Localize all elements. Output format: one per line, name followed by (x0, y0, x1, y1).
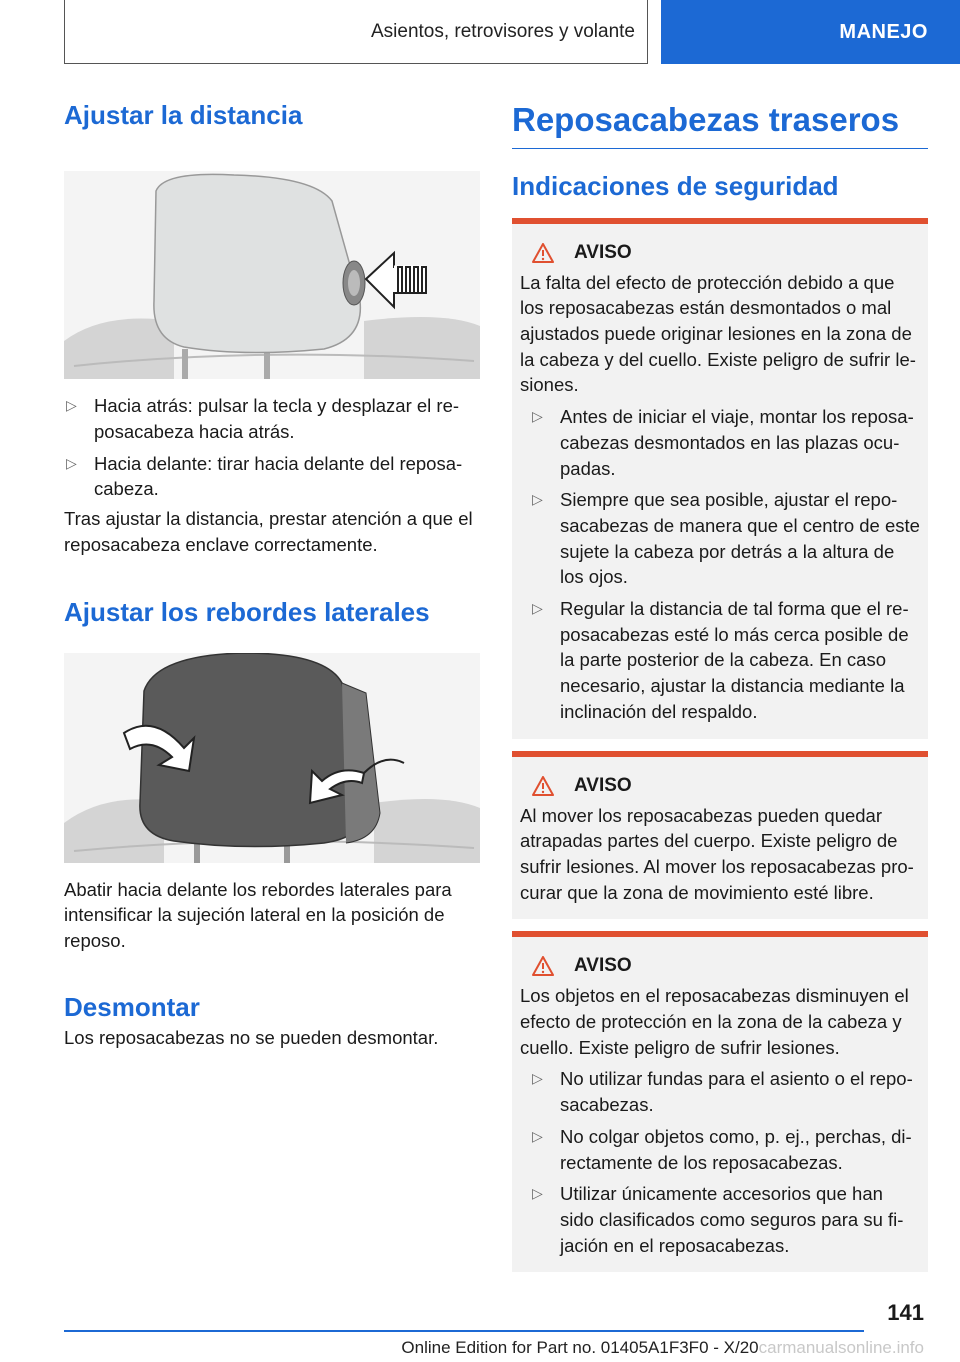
heading-rear-headrests: Reposacabezas traseros (512, 100, 928, 149)
warning-triangle-icon (532, 776, 554, 796)
warning-text: La falta del efecto de protección debido a que los reposacabezas están desmontados o mal ajustados puede originar lesiones en la zona de la cabeza y del cuello. Existe peligro de sufrir lesiones. (520, 271, 916, 396)
triangle-bullet-icon: ▷ (532, 1070, 543, 1087)
triangle-bullet-icon: ▷ (532, 1127, 543, 1144)
triangle-bullet-icon: ▷ (532, 491, 543, 508)
list-item: ▷ Regular la distancia de tal forma que el reposacabezas esté lo más cerca posible de la parte posterior de la cabeza. En caso necesario, ajustar la distancia mediante la inclinación del respaldo. (520, 596, 920, 725)
figure-headrest-sides (64, 653, 480, 863)
heading-remove: Desmontar (64, 991, 200, 1022)
heading-adjust-distance: Ajustar la distancia (64, 100, 303, 130)
warning-box (512, 751, 928, 920)
list-item: ▷ Hacia atrás: pulsar la tecla y desplazar el reposacabeza hacia atrás. (64, 393, 480, 444)
header-chapter-tab[interactable]: MANEJO (661, 0, 960, 64)
list-item: ▷ No utilizar fundas para el asiento o el reposacabezas. (520, 1066, 920, 1117)
list-item: ▷ Utilizar únicamente accesorios que han sido clasificados como seguros para su fijación en el reposacabezas. (520, 1181, 920, 1258)
warning-text: Al mover los reposacabezas pueden quedar atrapadas partes del cuerpo. Existe peligro de sufrir lesiones. Al mover los reposacabezas procurar que la zona de movimiento esté libre. (520, 804, 914, 903)
figure-headrest-distance (64, 171, 480, 379)
headrest-sides-illustration (64, 653, 480, 863)
triangle-bullet-icon: ▷ (66, 397, 77, 414)
page-number: 141 (887, 1300, 924, 1325)
triangle-bullet-icon: ▷ (66, 454, 77, 471)
warning-title: AVISO (574, 955, 632, 977)
warning-triangle-icon (532, 956, 554, 976)
edition-text: Online Edition for Part no. 01405A1F3F0 - X/20 (401, 1338, 759, 1357)
warning-triangle-icon (532, 243, 554, 263)
list-item: ▷ Antes de iniciar el viaje, montar los reposacabezas desmontados en las plazas ocupadas. (520, 404, 920, 481)
footer-edition (401, 1338, 924, 1358)
headrest-distance-illustration (64, 171, 480, 379)
warning-box (512, 218, 928, 739)
list-item: ▷ No colgar objetos como, p. ej., perchas, directamente de los reposacabezas. (520, 1124, 920, 1175)
sides-text: Abatir hacia delante los rebordes laterales para intensificar la sujeción lateral en la posición de reposo. (64, 878, 452, 951)
warning-title: AVISO (574, 241, 632, 263)
list-item: ▷ Hacia delante: tirar hacia delante del reposacabeza. (64, 451, 480, 502)
footer-divider (64, 1330, 864, 1332)
warning-box (512, 931, 928, 1272)
triangle-bullet-icon: ▷ (532, 408, 543, 425)
heading-adjust-sides: Ajustar los rebordes laterales (64, 597, 430, 628)
watermark: carmanualsonline.info (758, 1338, 924, 1357)
triangle-bullet-icon: ▷ (532, 1185, 543, 1202)
header-section-title: Asientos, retrovisores y volante (64, 0, 648, 64)
warning-title: AVISO (574, 774, 632, 796)
remove-text: Los reposacabezas no se pueden desmontar. (64, 1026, 439, 1048)
list-item: ▷ Siempre que sea posible, ajustar el reposacabezas de manera que el centro de este sujete la cabeza por detrás a la altura de los ojos. (520, 487, 920, 590)
heading-safety: Indicaciones de seguridad (512, 170, 839, 201)
warning-text: Los objetos en el reposacabezas disminuyen el efecto de protección en la zona de la cabeza y cuello. Existe peligro de sufrir lesiones. (520, 985, 909, 1058)
triangle-bullet-icon: ▷ (532, 600, 543, 617)
left-column (64, 100, 480, 1051)
distance-note: Tras ajustar la distancia, prestar atención a que el reposacabeza enclave correctamente. (64, 508, 473, 555)
right-column (512, 100, 928, 1272)
